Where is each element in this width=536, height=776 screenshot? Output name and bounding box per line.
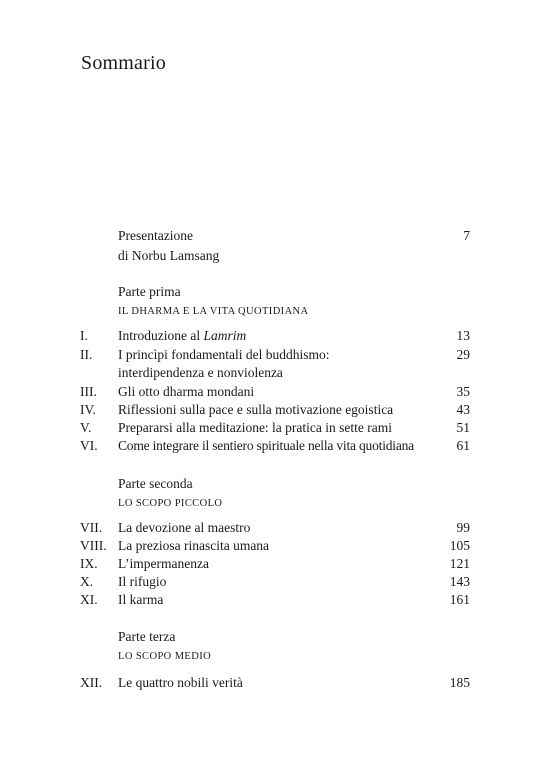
page-number: 13 <box>456 328 470 343</box>
page-number: 105 <box>449 538 470 553</box>
part-label: Parte terza <box>118 629 176 644</box>
chapter-title: La preziosa rinascita umana <box>118 538 270 553</box>
chapter-title: Riflessioni sulla pace e sulla motivazione egoistica <box>118 402 394 417</box>
page-title: Sommario <box>81 52 166 74</box>
chapter-title: Il rifugio <box>118 574 167 589</box>
toc-entry[interactable] <box>80 673 470 693</box>
toc-entry[interactable] <box>80 326 470 346</box>
chapter-number: VII. <box>80 520 103 535</box>
chapter-number: V. <box>80 420 92 435</box>
chapter-number: X. <box>80 574 94 589</box>
toc-entry[interactable] <box>80 400 470 420</box>
chapter-number: XII. <box>80 675 103 690</box>
part-label: Parte seconda <box>118 476 193 491</box>
toc-entry[interactable] <box>80 518 470 538</box>
chapter-title: Il karma <box>118 592 164 607</box>
presentation-author: di Norbu Lamsang <box>118 248 220 263</box>
page-number: 61 <box>456 438 470 453</box>
chapter-title: Introduzione al Lamrim <box>118 328 247 343</box>
chapter-number: I. <box>80 328 88 343</box>
page-number: 185 <box>449 675 470 690</box>
toc-entry[interactable] <box>80 436 470 456</box>
part-heading <box>118 282 309 322</box>
chapter-number: VI. <box>80 438 98 453</box>
chapter-number: VIII. <box>80 538 107 553</box>
part-subtitle: LO SCOPO MEDIO <box>118 651 212 662</box>
toc-entry[interactable] <box>80 554 470 574</box>
part-subtitle: IL DHARMA E LA VITA QUOTIDIANA <box>118 306 309 317</box>
chapter-title: L’impermanenza <box>118 556 209 571</box>
chapter-title: Come integrare il sentiero spirituale nella vita quotidiana <box>118 438 414 453</box>
toc-entry[interactable] <box>80 590 470 610</box>
part-label: Parte prima <box>118 284 181 299</box>
toc-entry[interactable] <box>80 418 470 438</box>
chapter-title-line2: interdipendenza e nonviolenza <box>118 365 283 380</box>
page-number: 143 <box>449 574 470 589</box>
chapter-title: Prepararsi alla meditazione: la pratica in sette rami <box>118 420 393 435</box>
chapter-number: XI. <box>80 592 98 607</box>
chapter-number: IX. <box>80 556 98 571</box>
chapter-number: II. <box>80 347 93 362</box>
chapter-title: Le quattro nobili verità <box>118 675 243 690</box>
part-heading <box>118 474 222 514</box>
page-number: 29 <box>456 347 470 362</box>
presentation-label: Presentazione <box>118 228 193 243</box>
chapter-title: Gli otto dharma mondani <box>118 384 255 399</box>
page-number: 161 <box>449 592 470 607</box>
chapter-number: III. <box>80 384 97 399</box>
page-number: 43 <box>456 402 470 417</box>
toc-entry[interactable] <box>80 572 470 592</box>
page-number: 7 <box>463 228 470 243</box>
page-number: 121 <box>449 556 470 571</box>
toc-entry[interactable] <box>80 345 470 383</box>
chapter-number: IV. <box>80 402 96 417</box>
toc-entry-presentation[interactable] <box>118 226 470 266</box>
page-number: 51 <box>456 420 470 435</box>
toc-entry[interactable] <box>80 536 470 556</box>
part-heading <box>118 627 211 667</box>
chapter-title: La devozione al maestro <box>118 520 251 535</box>
toc-entry[interactable] <box>80 382 470 402</box>
part-subtitle: LO SCOPO PICCOLO <box>118 498 223 509</box>
chapter-title: I princìpi fondamentali del buddhismo: <box>118 347 330 362</box>
page-number: 35 <box>456 384 470 399</box>
page-number: 99 <box>456 520 470 535</box>
